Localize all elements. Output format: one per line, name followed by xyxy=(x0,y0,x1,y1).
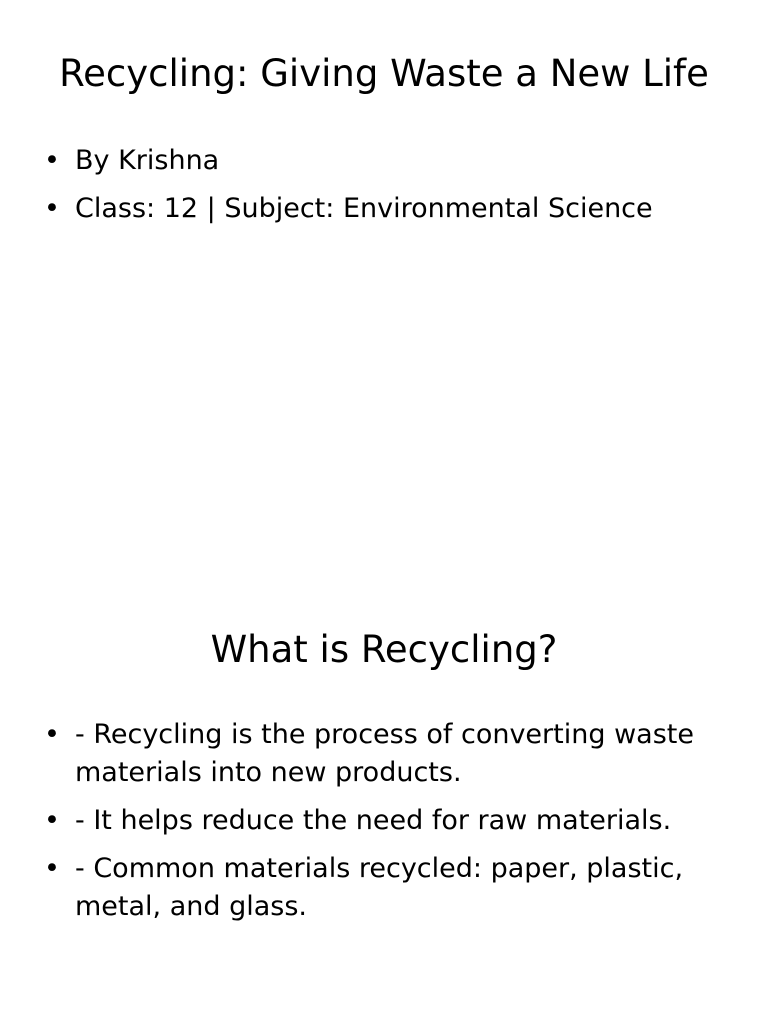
bullet-list xyxy=(44,141,734,237)
slide-what-is-recycling xyxy=(0,578,768,1024)
bullet-icon: • xyxy=(44,145,60,176)
bullet-icon: • xyxy=(44,193,60,224)
list-item xyxy=(44,802,734,840)
slide-title: What is Recycling? xyxy=(210,628,558,671)
bullet-text-class-subject: Class: 12 | Subject: Environmental Science xyxy=(75,193,653,224)
bullet-list xyxy=(44,716,734,936)
list-item xyxy=(44,716,734,792)
bullet-icon: • xyxy=(44,719,60,750)
bullet-text-author: By Krishna xyxy=(75,145,220,176)
bullet-text: - It helps reduce the need for raw materials. xyxy=(75,805,672,836)
list-item xyxy=(44,141,734,181)
list-item xyxy=(44,850,734,926)
bullet-text: - Common materials recycled: paper, plastic, metal, and glass. xyxy=(75,853,684,922)
slide-title: Recycling: Giving Waste a New Life xyxy=(59,52,709,95)
bullet-icon: • xyxy=(44,805,60,836)
bullet-text: - Recycling is the process of converting waste materials into new products. xyxy=(75,719,694,788)
list-item xyxy=(44,189,734,229)
bullet-icon: • xyxy=(44,853,60,884)
